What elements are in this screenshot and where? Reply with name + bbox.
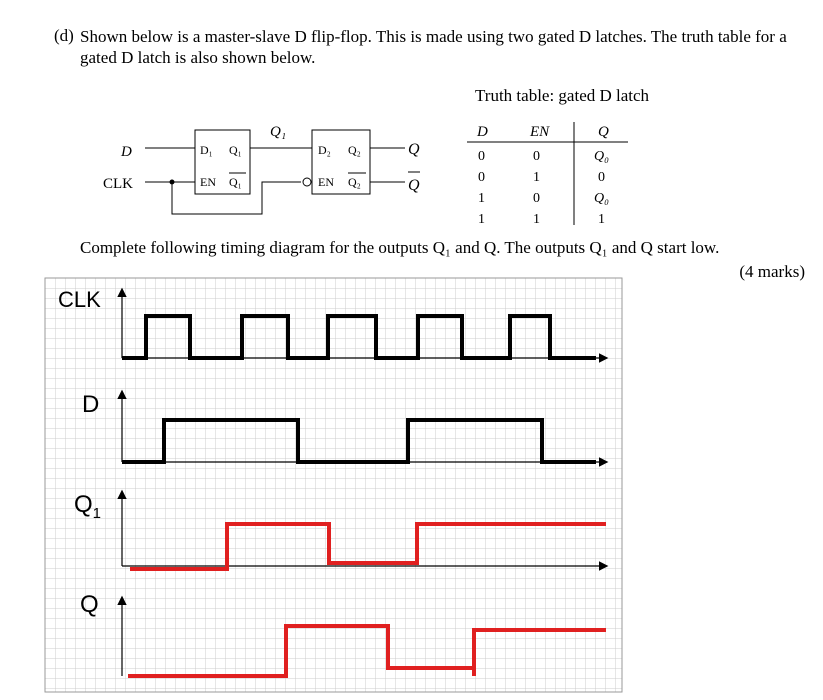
marks-label: (4 marks) [739,262,805,281]
tt-r2-q: 0 [598,170,605,185]
latch2-qbar-label: Q₂ [348,175,361,189]
d-signal-label: D [82,391,100,418]
tt-r4-q: 1 [598,212,605,227]
question-label: (d) [54,26,74,45]
qbar-output-label: Q [408,177,420,194]
latch1-qbar-label: Q₁ [229,175,242,189]
truth-table-title: Truth table: gated D latch [475,86,650,105]
tt-r4-en: 1 [533,212,540,227]
latch1-d-label: D₁ [200,143,213,157]
q-output-label: Q [408,141,420,158]
q1-wire-label: Q₁ [270,124,287,140]
tt-r3-q: Q₀ [594,191,609,206]
latch2-q-label: Q₂ [348,143,361,157]
truth-table [467,122,628,227]
d-input-label: D [121,144,132,160]
tt-r2-en: 1 [533,170,540,185]
latch1-en-label: EN [200,175,216,189]
tt-header-en: EN [530,124,550,140]
tt-r3-en: 0 [533,191,540,206]
clk-input-label: CLK [103,176,133,192]
q-signal-label: Q [80,591,99,618]
tt-header-q: Q [598,124,609,140]
q1-signal-label: $Q_1$ [74,491,102,522]
clk-signal-label: CLK [58,287,101,312]
latch1-q-label: Q₁ [229,143,242,157]
latch2-d-label: D₂ [318,143,331,157]
tt-r1-d: 0 [478,149,485,164]
inverter-bubble [303,178,311,186]
tt-r2-d: 0 [478,170,485,185]
question-text: Shown below is a master-slave D flip-flop. This is made using two gated D latches. The truth table for a gated D latch is also shown below. [80,27,787,67]
latch2-en-label: EN [318,175,334,189]
tt-r1-en: 0 [533,149,540,164]
timing-diagram [45,278,622,692]
tt-header-d: D [477,124,488,140]
tt-r1-q: Q₀ [594,149,609,164]
instruction-text: Complete following timing diagram for the outputs Q₁ and Q. The outputs Q₁ and Q start low. [80,238,720,257]
tt-r3-d: 1 [478,191,485,206]
tt-r4-d: 1 [478,212,485,227]
